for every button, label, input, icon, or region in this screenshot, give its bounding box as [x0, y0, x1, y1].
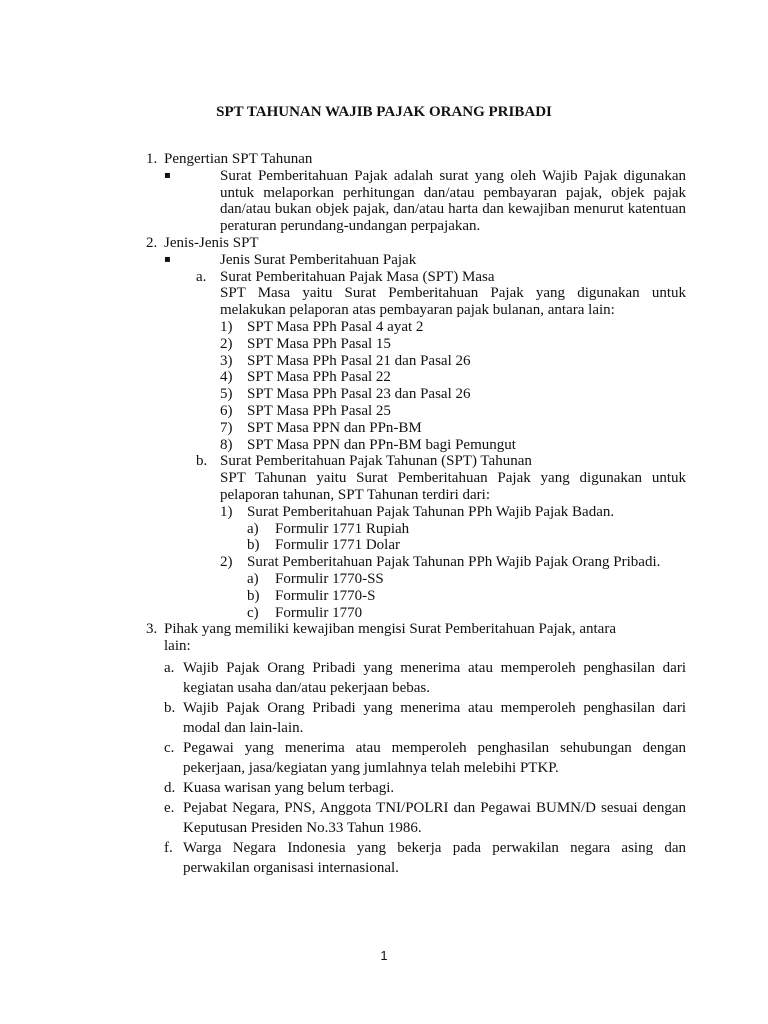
- section-3-list-item-text: Wajib Pajak Orang Pribadi yang menerima atau memperoleh penghasilan dari kegiatan usaha dan/atau pekerjaan bebas.: [183, 659, 686, 696]
- spt-masa-list-item: [0, 386, 686, 403]
- spt-masa-list-item-marker: 2): [220, 335, 233, 352]
- section-3-list-item: [0, 738, 686, 778]
- section-3-list-item-marker: a.: [164, 659, 175, 676]
- section-1-heading: Pengertian SPT Tahunan: [164, 151, 313, 167]
- square-bullet-icon: ▪: [164, 169, 171, 181]
- spt-tahunan-list-item: [0, 554, 686, 571]
- section-3: [0, 621, 640, 655]
- spt-masa-list-item: [0, 353, 686, 370]
- spt-masa-list-item-marker: 7): [220, 419, 233, 436]
- section-3-list: [0, 655, 768, 878]
- formulir-list-item: [0, 537, 686, 554]
- section-2-bullet-item: [0, 252, 686, 269]
- section-3-list-item: [0, 698, 686, 738]
- spt-tahunan-description-row: [0, 470, 686, 504]
- spt-masa-list-item-text: SPT Masa PPh Pasal 23 dan Pasal 26: [247, 386, 471, 403]
- section-1-definition: Surat Pemberitahuan Pajak adalah surat yang oleh Wajib Pajak digunakan untuk melaporkan perhitungan dan/atau pembayaran pajak, objek pajak dan/atau bukan objek pajak, dan/atau harta dan kewajiban menurut katentuan peraturan perundang-undangan perpajakan.: [220, 167, 686, 235]
- spt-masa-title: Surat Pemberitahuan Pajak Masa (SPT) Masa: [220, 268, 495, 285]
- section-1: [0, 151, 686, 168]
- spt-tahunan-list-item: [0, 504, 686, 521]
- spt-masa-list: [0, 319, 768, 453]
- section-3-list-item-text: Pegawai yang menerima atau memperoleh penghasilan sehubungan dengan pekerjaan, jasa/kegiatan yang jumlahnya telah melebihi PTKP.: [183, 739, 686, 776]
- spt-masa-list-item-marker: 8): [220, 436, 233, 453]
- formulir-list-item-marker: b): [247, 587, 260, 604]
- spt-masa-list-item-marker: 6): [220, 402, 233, 419]
- spt-tahunan-list-item-marker: 2): [220, 554, 233, 571]
- page-number: 1: [380, 948, 388, 963]
- section-3-list-item-text: Kuasa warisan yang belum terbagi.: [183, 779, 395, 796]
- section-3-list-item-text: Pejabat Negara, PNS, Anggota TNI/POLRI dan Pegawai BUMN/D sesuai dengan Keputusan Presiden No.33 Tahun 1986.: [183, 799, 686, 836]
- spt-masa-list-item: [0, 319, 686, 336]
- spt-masa-item: [0, 269, 686, 286]
- spt-masa-list-item-text: SPT Masa PPN dan PPn-BM bagi Pemungut: [247, 436, 516, 453]
- section-3-list-item-text: Warga Negara Indonesia yang bekerja pada perwakilan negara asing dan perwakilan organisasi internasional.: [183, 839, 686, 876]
- section-3-list-item-text: Wajib Pajak Orang Pribadi yang menerima atau memperoleh penghasilan dari modal dan lain-lain.: [183, 699, 686, 736]
- spt-tahunan-list-item-marker: 1): [220, 503, 233, 520]
- spt-masa-list-item-text: SPT Masa PPh Pasal 4 ayat 2: [247, 318, 424, 335]
- page-title: SPT TAHUNAN WAJIB PAJAK ORANG PRIBADI: [216, 104, 552, 120]
- section-1-number: 1.: [146, 151, 158, 167]
- formulir-list-item-text: Formulir 1770-S: [275, 587, 376, 604]
- spt-masa-list-item: [0, 420, 686, 437]
- spt-masa-list-item: [0, 437, 686, 454]
- spt-masa-list-item: [0, 403, 686, 420]
- formulir-list-item-marker: a): [247, 520, 259, 537]
- section-1-bullet-item: [0, 168, 686, 235]
- spt-tahunan-list: [0, 504, 768, 622]
- section-3-heading: Pihak yang memiliki kewajiban mengisi Surat Pemberitahuan Pajak, antara lain:: [164, 621, 616, 655]
- spt-masa-list-item-text: SPT Masa PPh Pasal 22: [247, 369, 391, 386]
- formulir-list-item: [0, 521, 686, 538]
- formulir-list-item-text: Formulir 1771 Dolar: [275, 537, 400, 554]
- formulir-list-item: [0, 605, 686, 622]
- formulir-list-item: [0, 588, 686, 605]
- spt-masa-description: SPT Masa yaitu Surat Pemberitahuan Pajak yang digunakan untuk melakukan pelaporan atas pembayaran pajak bulanan, antara lain:: [220, 285, 686, 319]
- spt-masa-list-item-text: SPT Masa PPN dan PPn-BM: [247, 419, 422, 436]
- section-2: [0, 235, 686, 252]
- spt-masa-marker: a.: [196, 268, 207, 285]
- section-2-heading: Jenis-Jenis SPT: [164, 234, 259, 251]
- formulir-list-item-marker: a): [247, 570, 259, 587]
- spt-masa-list-item-text: SPT Masa PPh Pasal 15: [247, 335, 391, 352]
- formulir-list-item-marker: c): [247, 604, 259, 621]
- spt-masa-description-row: [0, 285, 686, 319]
- spt-tahunan-title: Surat Pemberitahuan Pajak Tahunan (SPT) Tahunan: [220, 453, 532, 470]
- spt-masa-list-item: [0, 336, 686, 353]
- spt-tahunan-list-item-text: Surat Pemberitahuan Pajak Tahunan PPh Wajib Pajak Orang Pribadi.: [247, 554, 661, 571]
- section-2-number: 2.: [146, 234, 158, 251]
- spt-tahunan-marker: b.: [196, 453, 208, 470]
- section-3-list-item-marker: b.: [164, 699, 176, 716]
- section-3-list-item: [0, 798, 686, 838]
- spt-masa-list-item-marker: 3): [220, 352, 233, 369]
- document-body: [0, 151, 768, 878]
- spt-masa-list-item-text: SPT Masa PPh Pasal 25: [247, 402, 391, 419]
- spt-tahunan-description: SPT Tahunan yaitu Surat Pemberitahuan Pajak yang digunakan untuk pelaporan tahunan, SPT Tahunan terdiri dari:: [220, 470, 686, 503]
- section-3-number: 3.: [146, 621, 158, 638]
- spt-masa-list-item-marker: 5): [220, 386, 233, 403]
- section-3-list-item: [0, 778, 686, 798]
- section-3-list-item: [0, 838, 686, 878]
- square-bullet-icon: ▪: [164, 253, 171, 265]
- spt-masa-list-item-marker: 4): [220, 369, 233, 386]
- formulir-list-item-text: Formulir 1770-SS: [275, 570, 384, 587]
- section-2-subheading: Jenis Surat Pemberitahuan Pajak: [220, 251, 417, 268]
- spt-tahunan-list-item-text: Surat Pemberitahuan Pajak Tahunan PPh Wajib Pajak Badan.: [247, 503, 615, 520]
- formulir-list-item-text: Formulir 1771 Rupiah: [275, 520, 410, 537]
- spt-masa-list-item-text: SPT Masa PPh Pasal 21 dan Pasal 26: [247, 352, 471, 369]
- formulir-list-item-marker: b): [247, 537, 260, 554]
- spt-masa-list-item: [0, 369, 686, 386]
- spt-tahunan-item: [0, 453, 686, 470]
- section-3-list-item: [0, 658, 686, 698]
- section-3-list-item-marker: f.: [164, 839, 173, 856]
- section-3-list-item-marker: c.: [164, 739, 175, 756]
- formulir-list-item-text: Formulir 1770: [275, 604, 363, 621]
- section-3-list-item-marker: e.: [164, 799, 175, 816]
- spt-masa-list-item-marker: 1): [220, 318, 233, 335]
- section-3-list-item-marker: d.: [164, 779, 176, 796]
- formulir-list-item: [0, 571, 686, 588]
